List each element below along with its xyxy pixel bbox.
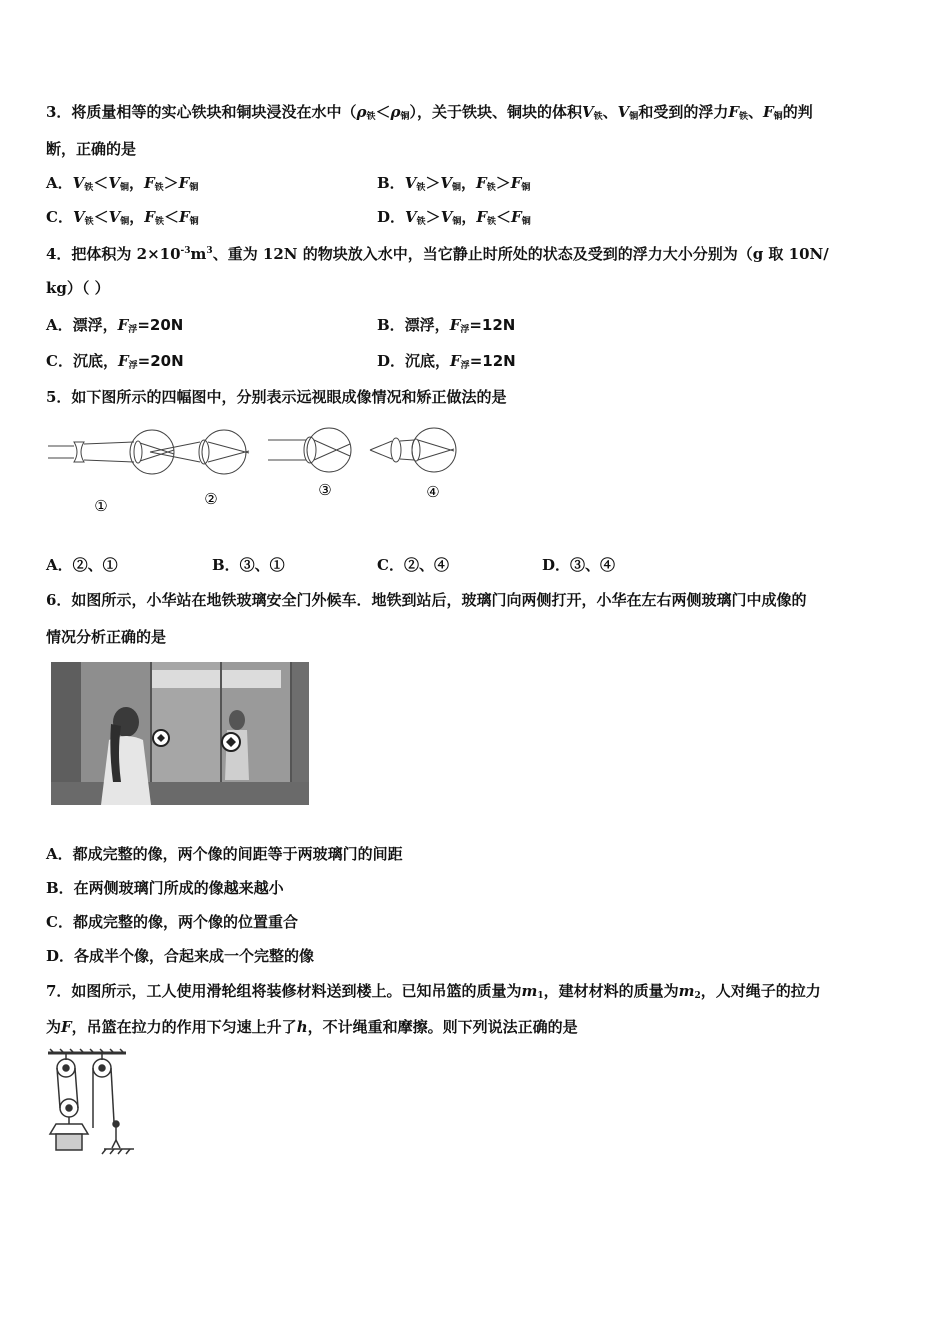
symbol: V — [440, 174, 452, 192]
subscript: 浮 — [128, 361, 138, 371]
subscript: 铜 — [120, 217, 130, 227]
text: 4．把体积为 2×10 — [46, 245, 181, 263]
text: ，人对绳子的拉力 — [700, 982, 821, 1000]
symbol: V — [72, 174, 85, 192]
q3-option-a[interactable] — [46, 173, 198, 198]
symbol: F — [117, 352, 129, 370]
subscript: 铜 — [452, 217, 462, 227]
text: ， — [128, 174, 144, 192]
q5-option-a[interactable]: A．②、① — [46, 556, 118, 574]
subscript: 铁 — [593, 112, 603, 122]
symbol: ＞ — [425, 174, 441, 192]
subscript: 铁 — [416, 183, 426, 193]
symbol: V — [72, 208, 85, 226]
value: =12N — [469, 316, 516, 334]
subscript: 铜 — [189, 183, 199, 193]
subscript: 浮 — [460, 325, 470, 335]
symbol: V — [440, 208, 453, 226]
symbol: F — [728, 103, 739, 121]
text: 和受到的浮力 — [638, 103, 729, 121]
superscript: 3 — [206, 246, 213, 256]
symbol: F — [178, 174, 190, 192]
fig-label-1: ① — [94, 497, 108, 515]
eye-lens-1 — [134, 441, 142, 463]
concave-lens-1 — [74, 442, 84, 462]
symbol: m — [521, 982, 538, 1000]
q6-option-a[interactable]: A．都成完整的像，两个像的间距等于两玻璃门的间距 — [46, 845, 403, 863]
subscript: 2 — [694, 991, 701, 1001]
eye-lens-4 — [412, 439, 420, 461]
symbol: V — [405, 208, 417, 226]
q7-stem-line1 — [46, 981, 910, 1006]
subscript: 浮 — [128, 325, 138, 335]
text: ，不计绳重和摩擦。则下列说法正确的是 — [307, 1018, 578, 1036]
subscript: 铜 — [452, 183, 462, 193]
subscript: 铁 — [486, 183, 496, 193]
q4-option-b[interactable] — [377, 315, 515, 340]
q5-option-b[interactable]: B．③、① — [212, 556, 285, 574]
subscript: 1 — [537, 991, 544, 1001]
symbol: F — [144, 208, 155, 226]
symbol: F — [61, 1018, 72, 1036]
symbol: ρ — [356, 103, 367, 121]
subscript: 铜 — [773, 112, 783, 122]
symbol: ＞ — [425, 208, 441, 226]
q5-stem: 5．如下图所示的四幅图中，分别表示远视眼成像情况和矫正做法的是 — [46, 388, 507, 406]
text: ， — [461, 174, 477, 192]
text: ， — [129, 208, 145, 226]
q4-option-a[interactable] — [46, 315, 183, 340]
text: 的判 — [782, 103, 813, 121]
eye-diagrams-figure — [44, 420, 464, 520]
symbol: F — [510, 174, 522, 192]
subscript: 铁 — [738, 112, 748, 122]
q5-option-c[interactable]: C．②、④ — [377, 556, 449, 574]
symbol: V — [617, 103, 630, 121]
subscript: 铁 — [154, 217, 164, 227]
fig-label-4: ④ — [426, 483, 440, 501]
label: B．漂浮， — [377, 316, 450, 334]
q4-stem-line1 — [46, 241, 910, 264]
text: m — [190, 245, 207, 263]
subscript: 铁 — [416, 217, 426, 227]
symbol: F — [476, 208, 488, 226]
q3-stem-line2: 断，正确的是 — [46, 140, 137, 158]
symbol: F — [450, 352, 461, 370]
q7-stem-line2 — [46, 1017, 910, 1037]
eye-ball-3 — [307, 428, 351, 472]
subscript: 铜 — [521, 217, 531, 227]
label: A． — [46, 174, 73, 192]
text: 为 — [46, 1018, 62, 1036]
symbol: F — [178, 208, 190, 226]
eye-lens-3 — [304, 437, 316, 463]
text: ，建材材料的质量为 — [543, 982, 679, 1000]
subscript: 铜 — [189, 217, 199, 227]
superscript: -3 — [180, 246, 191, 256]
label: C．沉底， — [46, 352, 118, 370]
value: =20N — [137, 316, 184, 334]
q6-option-b[interactable]: B．在两侧玻璃门所成的像越来越小 — [46, 879, 284, 897]
subscript: 铁 — [84, 217, 94, 227]
subscript: 铜 — [629, 112, 639, 122]
q3-option-c[interactable] — [46, 207, 199, 232]
symbol: m — [678, 982, 695, 1000]
subscript: 铁 — [366, 112, 376, 122]
symbol: h — [296, 1018, 308, 1036]
q3-option-b[interactable] — [377, 173, 530, 198]
q5-option-d[interactable]: D．③、④ — [542, 556, 616, 574]
subway-door-photo — [51, 662, 309, 805]
subscript: 浮 — [460, 361, 470, 371]
convex-lens-4 — [391, 438, 401, 462]
q4-option-d[interactable] — [377, 351, 516, 376]
symbol: F — [117, 316, 129, 334]
subscript: 铜 — [400, 112, 410, 122]
label: C． — [46, 208, 73, 226]
text: 7．如图所示，工人使用滑轮组将装修材料送到楼上。已知吊篮的质量为 — [46, 982, 522, 1000]
worker-head — [113, 1121, 119, 1127]
symbol: F — [143, 174, 155, 192]
symbol: ＜ — [163, 208, 179, 226]
text: ， — [461, 208, 477, 226]
subscript: 铜 — [119, 183, 129, 193]
symbol: ＜ — [93, 174, 109, 192]
text: 、 — [602, 103, 618, 121]
symbol: F — [476, 174, 487, 192]
q4-option-c[interactable] — [46, 351, 184, 376]
text: ），关于铁块、铜块的体积 — [409, 103, 582, 121]
symbol: F — [763, 103, 774, 121]
symbol: ＜ — [496, 208, 512, 226]
label: A．漂浮， — [46, 316, 118, 334]
symbol: F — [511, 208, 522, 226]
fig-label-3: ③ — [318, 481, 332, 499]
subscript: 铁 — [84, 183, 94, 193]
symbol: ＜ — [93, 208, 109, 226]
label: D．沉底， — [377, 352, 451, 370]
symbol: F — [449, 316, 461, 334]
q6-stem-line1: 6．如图所示，小华站在地铁玻璃安全门外候车．地铁到站后，玻璃门向两侧打开，小华在左右两侧玻璃门中成像的 — [46, 591, 807, 609]
pulley-system-figure — [44, 1048, 140, 1156]
subscript: 铁 — [487, 217, 497, 227]
symbol: ＞ — [495, 174, 511, 192]
text: 3．将质量相等的实心铁块和铜块浸没在水中（ — [46, 103, 357, 121]
subscript: 铁 — [154, 183, 164, 193]
value: =20N — [137, 352, 184, 370]
text: 、 — [748, 103, 764, 121]
subscript: 铜 — [521, 183, 531, 193]
q6-option-d[interactable]: D．各成半个像，合起来成一个完整的像 — [46, 947, 315, 965]
value: =12N — [469, 352, 516, 370]
q3-option-d[interactable] — [377, 207, 531, 232]
symbol: ＞ — [163, 174, 179, 192]
symbol: V — [108, 174, 120, 192]
basket — [50, 1124, 88, 1134]
q6-option-c[interactable]: C．都成完整的像，两个像的位置重合 — [46, 913, 298, 931]
symbol: ＜ — [375, 103, 391, 121]
symbol: V — [108, 208, 121, 226]
text: 、重为 12N 的物块放入水中，当它静止时所处的状态及受到的浮力大小分别为（g 取 10N/ — [212, 245, 829, 263]
symbol: V — [404, 174, 417, 192]
label: B． — [377, 174, 405, 192]
materials — [56, 1134, 82, 1150]
q6-stem-line2: 情况分析正确的是 — [46, 628, 167, 646]
fig-label-2: ② — [204, 490, 218, 508]
symbol: ρ — [390, 103, 401, 121]
q3-stem-line1 — [46, 102, 910, 127]
text: ，吊篮在拉力的作用下匀速上升了 — [71, 1018, 297, 1036]
photo-illustration — [51, 662, 309, 805]
label: D． — [377, 208, 406, 226]
q4-stem-line2: kg）（ ） — [46, 279, 110, 297]
symbol: V — [581, 103, 594, 121]
